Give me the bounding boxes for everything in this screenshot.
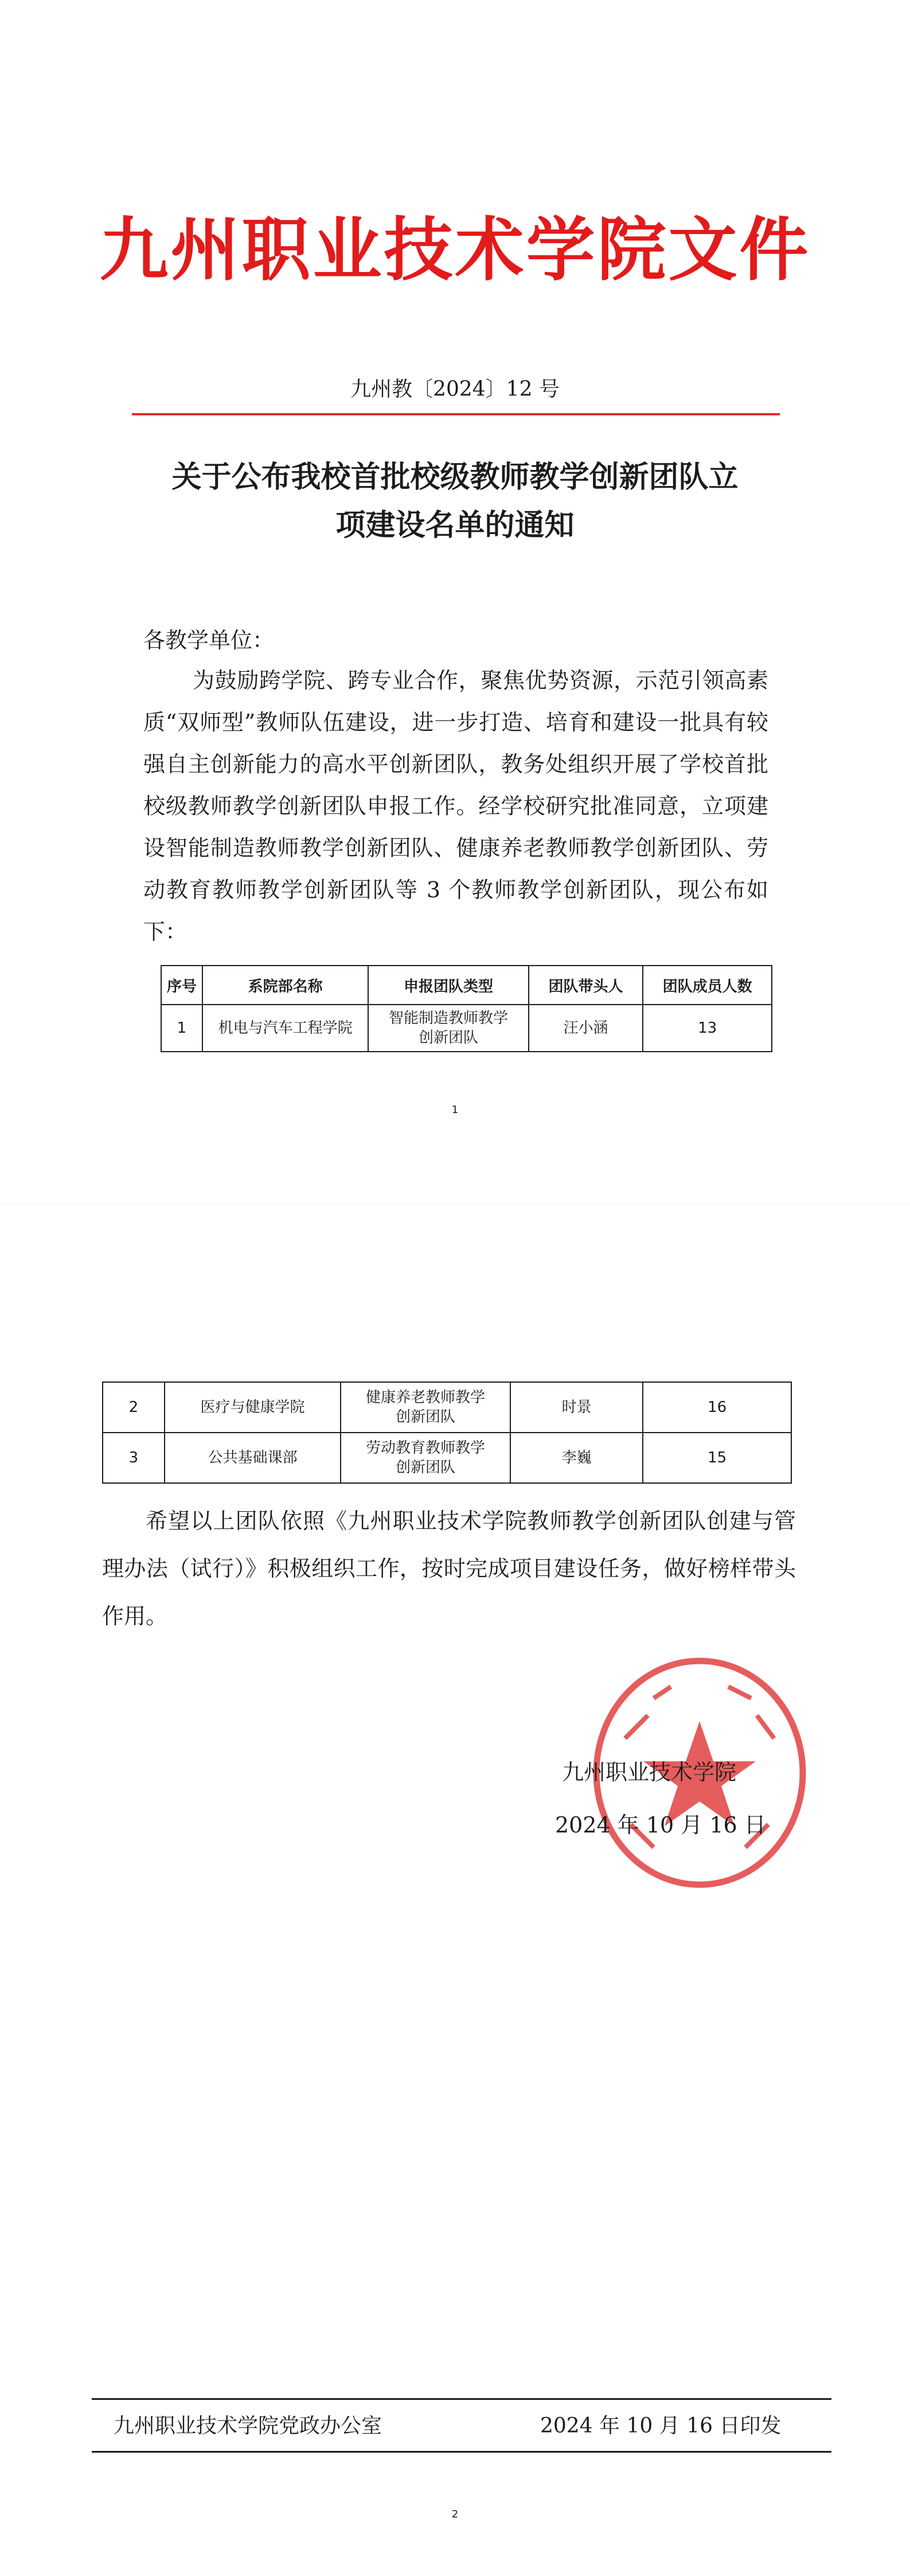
page-number: 1 — [451, 1104, 459, 1116]
team-type-line-1: 智能制造教师教学 — [389, 1010, 509, 1027]
department-name: 公共基础课部 — [165, 1433, 341, 1483]
row-number: 1 — [161, 1005, 202, 1052]
member-count: 15 — [643, 1433, 791, 1483]
page-number: 2 — [451, 2508, 459, 2520]
member-count: 16 — [643, 1382, 791, 1433]
table-header-cell: 系院部名称 — [202, 966, 368, 1005]
team-leader: 汪小涵 — [529, 1005, 643, 1052]
footer-bottom-rule — [92, 2451, 831, 2453]
team-leader: 时景 — [510, 1382, 643, 1433]
team-type-line-2: 创新团队 — [419, 1029, 479, 1046]
department-name: 医疗与健康学院 — [165, 1382, 341, 1433]
table-header-cell: 团队成员人数 — [643, 966, 772, 1005]
team-type — [368, 1005, 528, 1052]
row-number: 3 — [103, 1433, 165, 1483]
department-name: 机电与汽车工程学院 — [202, 1005, 368, 1052]
page-one — [0, 0, 910, 1205]
member-count: 13 — [643, 1005, 772, 1052]
table-row — [103, 1433, 791, 1483]
body-paragraph-1: 为鼓励跨学院、跨专业合作，聚焦优势资源，示范引领高素质“双师型”教师队伍建设，进一步打造、培育和建设一批具有较强自主创新能力的高水平创新团队，教务处组织开展了学校首批校级教师教学创新团队申报工作。经学校研究批准同意，立项建设智能制造教师教学创新团队、健康养老教师教学创新团队、劳动教育教师教学创新团队等 3 个教师教学创新团队，现公布如下： — [143, 668, 768, 944]
signature-organization: 九州职业技术学院 — [562, 1760, 737, 1785]
row-number: 2 — [103, 1382, 165, 1433]
team-leader: 李巍 — [510, 1433, 643, 1483]
footer-top-rule — [92, 2398, 831, 2400]
team-type-line-1: 劳动教育教师教学 — [366, 1439, 486, 1457]
table-header-row — [161, 966, 772, 1005]
salutation: 各教学单位： — [143, 628, 275, 653]
team-type — [341, 1382, 510, 1433]
table-header-cell: 团队带头人 — [529, 966, 643, 1005]
document-header-title: 九州职业技术学院文件 — [99, 209, 811, 290]
footer-print-date: 2024 年 10 月 16 日印发 — [540, 2414, 782, 2438]
red-divider-line — [132, 413, 780, 415]
teams-table-part-2 — [102, 1382, 792, 1484]
table-header-cell: 申报团队类型 — [368, 966, 528, 1005]
team-type-line-2: 创新团队 — [396, 1408, 456, 1426]
notice-title — [115, 453, 795, 550]
notice-title-line-1: 关于公布我校首批校级教师教学创新团队立 — [171, 460, 739, 495]
team-type-line-2: 创新团队 — [396, 1459, 456, 1476]
team-type-line-1: 健康养老教师教学 — [366, 1389, 486, 1406]
table-row — [161, 1005, 772, 1052]
notice-title-line-2: 项建设名单的通知 — [335, 508, 575, 543]
footer-issuing-office: 九州职业技术学院党政办公室 — [114, 2414, 382, 2438]
body-paragraph-2: 希望以上团队依照《九州职业技术学院教师教学创新团队创建与管理办法（试行）》积极组织工作，按时完成项目建设任务，做好榜样带头作用。 — [102, 1508, 796, 1629]
signature-date: 2024 年 10 月 16 日 — [555, 1812, 766, 1838]
table-header-cell: 序号 — [161, 966, 202, 1005]
team-type — [341, 1433, 510, 1483]
document-number: 九州教〔2024〕12 号 — [350, 378, 560, 401]
teams-table-part-1 — [161, 965, 772, 1052]
table-row — [103, 1382, 791, 1433]
